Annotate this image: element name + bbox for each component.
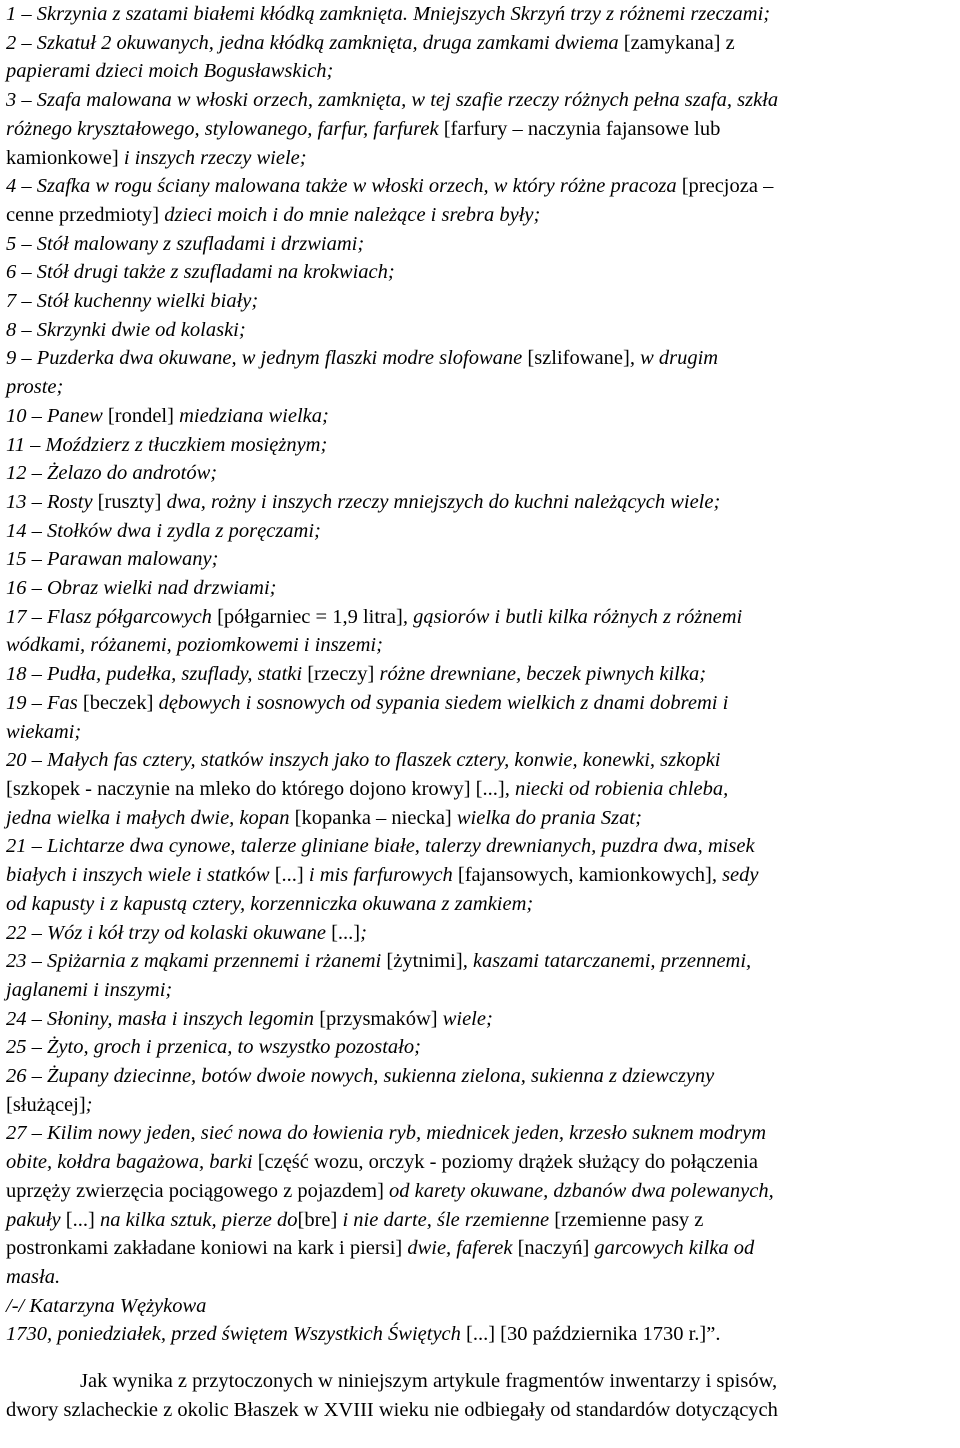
quoted-text: 15 – Parawan malowany;	[6, 548, 219, 571]
editorial-note: [...] [30 października 1730 r.]”.	[466, 1323, 721, 1346]
editorial-note: [ruszty]	[97, 490, 167, 513]
inventory-line	[6, 1062, 956, 1091]
quoted-text: wielka do prania Szat;	[456, 806, 642, 829]
quoted-text: , kaszami tatarczanemi, przennemi,	[462, 950, 752, 973]
inventory-line	[6, 230, 956, 259]
quoted-text: dzieci moich i do mnie należące i srebra były;	[164, 203, 541, 226]
quoted-text: 19 – Fas	[6, 691, 83, 714]
inventory-line	[6, 718, 956, 747]
editorial-note: [część wozu, orczyk - poziomy drążek służący do połączenia	[257, 1151, 758, 1174]
quoted-text: , gąsiorów i butli kilka różnych z różnemi	[402, 605, 743, 628]
quoted-text: obite, kołdra bagażowa, barki	[6, 1151, 258, 1174]
inventory-line	[6, 1263, 956, 1292]
inventory-line	[6, 29, 956, 58]
inventory-line	[6, 344, 956, 373]
inventory-line	[6, 861, 956, 890]
quoted-text: 21 – Lichtarze dwa cynowe, talerze gliniane białe, talerzy drewnianych, puzdra dwa, misek	[6, 835, 755, 858]
document-page	[6, 0, 956, 1424]
editorial-note: [służącej]	[6, 1093, 86, 1116]
quoted-text: , niecki od robienia chleba,	[504, 777, 729, 800]
quoted-text: różnego kryształowego, stylowanego, farfur, farfurek	[6, 117, 444, 140]
inventory-line	[6, 804, 956, 833]
quoted-text: /-/ Katarzyna Wężykowa	[6, 1294, 207, 1317]
inventory-line	[6, 976, 956, 1005]
quoted-text: 3 – Szafa malowana w włoski orzech, zamknięta, w tej szafie rzeczy różnych pełna szafa, szkła	[6, 89, 779, 112]
quoted-text: 6 – Stół drugi także z szufladami na krokwiach;	[6, 261, 395, 284]
inventory-line	[6, 1177, 956, 1206]
inventory-line	[6, 144, 956, 173]
inventory-line	[6, 316, 956, 345]
inventory-line	[6, 947, 956, 976]
quoted-text: różne drewniane, beczek piwnych kilka;	[379, 663, 707, 686]
inventory-line	[6, 1292, 956, 1321]
quoted-text: i inszych rzeczy wiele;	[123, 146, 307, 169]
quoted-text: 1 – Skrzynia z szatami białemi kłódką zamknięta. Mniejszych Skrzyń trzy z różnemi rzeczami;	[6, 3, 771, 25]
quoted-text: 10 – Panew	[6, 404, 108, 427]
quoted-text: wiele;	[442, 1007, 493, 1030]
quoted-text: dwa, rożny i inszych rzeczy mniejszych do kuchni należących wiele;	[166, 490, 721, 513]
quoted-text: 4 – Szafka w rogu ściany malowana także w włoski orzech, w który różne pracoza	[6, 175, 682, 198]
editorial-note: [rzemienne pasy z	[554, 1208, 704, 1231]
editorial-note: [...]	[274, 864, 309, 887]
editorial-note: [...]	[331, 921, 361, 944]
inventory-line	[6, 517, 956, 546]
quoted-text: 25 – Żyto, groch i przenica, to wszystko pozostało;	[6, 1036, 421, 1059]
inventory-line	[6, 86, 956, 115]
inventory-line	[6, 1091, 956, 1120]
quoted-text: i mis farfurowych	[308, 864, 458, 887]
editorial-note: cenne przedmioty]	[6, 203, 165, 226]
quoted-text: 22 – Wóz i kół trzy od kolaski okuwane	[6, 921, 332, 944]
quoted-text: dębowych i sosnowych od sypania siedem wielkich z dnami dobremi i	[158, 691, 729, 714]
inventory-line	[6, 603, 956, 632]
quoted-text: 24 – Słoniny, masła i inszych legomin	[6, 1007, 320, 1030]
inventory-line	[6, 1033, 956, 1062]
quoted-text: 12 – Żelazo do androtów;	[6, 462, 218, 485]
inventory-line	[6, 1005, 956, 1034]
quoted-text: 7 – Stół kuchenny wielki biały;	[6, 290, 259, 313]
quoted-text: od karety okuwane, dzbanów dwa polewanych,	[389, 1179, 774, 1202]
inventory-line	[6, 919, 956, 948]
quoted-text: 27 – Kilim nowy jeden, sieć nowa do łowienia ryb, miednicek jeden, krzesło suknem modrym	[6, 1122, 767, 1145]
inventory-line	[6, 488, 956, 517]
quoted-text: 20 – Małych fas cztery, statków inszych jako to flaszek cztery, konwie, konewki, szkopki	[6, 749, 721, 772]
quoted-text: , w drugim	[629, 347, 719, 370]
quoted-text: 11 – Moździerz z tłuczkiem mosiężnym;	[6, 433, 328, 456]
inventory-line	[6, 1148, 956, 1177]
inventory-line	[6, 459, 956, 488]
quoted-text: 18 – Pudła, pudełka, szuflady, statki	[6, 663, 308, 686]
quoted-text: 13 – Rosty	[6, 490, 98, 513]
quoted-text: masła.	[6, 1265, 61, 1288]
editorial-note: [kopanka – niecka]	[294, 806, 457, 829]
inventory-line	[6, 775, 956, 804]
inventory-list	[6, 0, 956, 1349]
body-paragraph	[6, 1367, 956, 1424]
editorial-note: [żytnimi]	[386, 950, 463, 973]
quoted-text: jaglanemi i inszymi;	[6, 978, 173, 1001]
quoted-text: dwie, faferek	[407, 1237, 518, 1260]
quoted-text: proste;	[6, 376, 64, 399]
editorial-note: [rondel]	[107, 404, 180, 427]
quoted-text: , sedy	[711, 864, 759, 887]
inventory-line	[6, 115, 956, 144]
inventory-line	[6, 172, 956, 201]
quoted-text: jedna wielka i małych dwie, kopan	[6, 806, 295, 829]
editorial-note: [...]	[65, 1208, 100, 1231]
editorial-note: [przysmaków]	[319, 1007, 443, 1030]
inventory-line	[6, 201, 956, 230]
quoted-text: miedziana wielka;	[179, 404, 329, 427]
quoted-text: 5 – Stół malowany z szufladami i drzwiami;	[6, 232, 365, 255]
editorial-note: [rzeczy]	[307, 663, 380, 686]
inventory-line	[6, 431, 956, 460]
editorial-note: [farfury – naczynia fajansowe lub	[443, 117, 721, 140]
quoted-text: 23 – Spiżarnia z mąkami przennemi i rżanemi	[6, 950, 387, 973]
quoted-text: 16 – Obraz wielki nad drzwiami;	[6, 577, 277, 600]
quoted-text: i nie darte, śle rzemienne	[342, 1208, 555, 1231]
inventory-line	[6, 1119, 956, 1148]
editorial-note: uprzęży zwierzęcia pociągowego z pojazdem]	[6, 1179, 390, 1202]
inventory-line	[6, 574, 956, 603]
inventory-line	[6, 660, 956, 689]
editorial-note: [szkopek - naczynie na mleko do którego dojono krowy] [...]	[6, 777, 505, 800]
quoted-text: ;	[360, 921, 367, 944]
inventory-line	[6, 287, 956, 316]
inventory-line	[6, 890, 956, 919]
quoted-text: białych i inszych wiele i statków	[6, 864, 275, 887]
inventory-line	[6, 373, 956, 402]
quoted-text: wódkami, różanemi, poziomkowemi i inszemi;	[6, 634, 383, 657]
quoted-text: pakuły	[6, 1208, 66, 1231]
inventory-line	[6, 746, 956, 775]
inventory-line	[6, 832, 956, 861]
quoted-text: 8 – Skrzynki dwie od kolaski;	[6, 318, 246, 341]
inventory-line	[6, 1234, 956, 1263]
quoted-text: 14 – Stołków dwa i zydla z poręczami;	[6, 519, 321, 542]
quoted-text: od kapusty i z kapustą cztery, korzenniczka okuwana z zamkiem;	[6, 892, 534, 915]
quoted-text: 17 – Flasz półgarcowych	[6, 605, 218, 628]
editorial-note: [bre]	[297, 1208, 343, 1231]
inventory-line	[6, 0, 956, 29]
quoted-text: 1730, poniedziałek, przed świętem Wszystkich Świętych	[6, 1323, 467, 1346]
inventory-line	[6, 258, 956, 287]
paragraph-line: dwory szlacheckie z okolic Błaszek w XVIII wieku nie odbiegały od standardów dotyczących	[6, 1398, 778, 1421]
inventory-line	[6, 689, 956, 718]
paragraph-line: Jak wynika z przytoczonych w niniejszym artykule fragmentów inwentarzy i spisów,	[80, 1370, 778, 1393]
quoted-text: 26 – Żupany dziecinne, botów dwoie nowych, sukienna zielona, sukienna z dziewczyny	[6, 1065, 715, 1088]
inventory-line	[6, 57, 956, 86]
editorial-note: [szlifowane]	[527, 347, 630, 370]
editorial-note: [zamykana] z	[623, 31, 735, 54]
inventory-line	[6, 1320, 956, 1349]
quoted-text: na kilka sztuk, pierze do	[99, 1208, 298, 1231]
editorial-note: kamionkowe]	[6, 146, 124, 169]
quoted-text: wiekami;	[6, 720, 82, 743]
quoted-text: 9 – Puzderka dwa okuwane, w jednym flaszki modre slofowane	[6, 347, 528, 370]
editorial-note: [półgarniec = 1,9 litra]	[217, 605, 403, 628]
editorial-note: postronkami zakładane koniowi na kark i piersi]	[6, 1237, 408, 1260]
editorial-note: [beczek]	[82, 691, 159, 714]
quoted-text: 2 – Szkatuł 2 okuwanych, jedna kłódką zamknięta, druga zamkami dwiema	[6, 31, 624, 54]
inventory-line	[6, 631, 956, 660]
quoted-text: ;	[85, 1093, 93, 1116]
paragraph-gap	[6, 1349, 956, 1367]
inventory-line	[6, 1206, 956, 1235]
quoted-text: garcowych kilka od	[594, 1237, 755, 1260]
editorial-note: [precjoza –	[681, 175, 774, 198]
inventory-line	[6, 402, 956, 431]
quoted-text: papierami dzieci moich Bogusławskich;	[6, 60, 334, 83]
editorial-note: [naczyń]	[517, 1237, 595, 1260]
editorial-note: [fajansowych, kamionkowych]	[457, 864, 712, 887]
inventory-line	[6, 545, 956, 574]
